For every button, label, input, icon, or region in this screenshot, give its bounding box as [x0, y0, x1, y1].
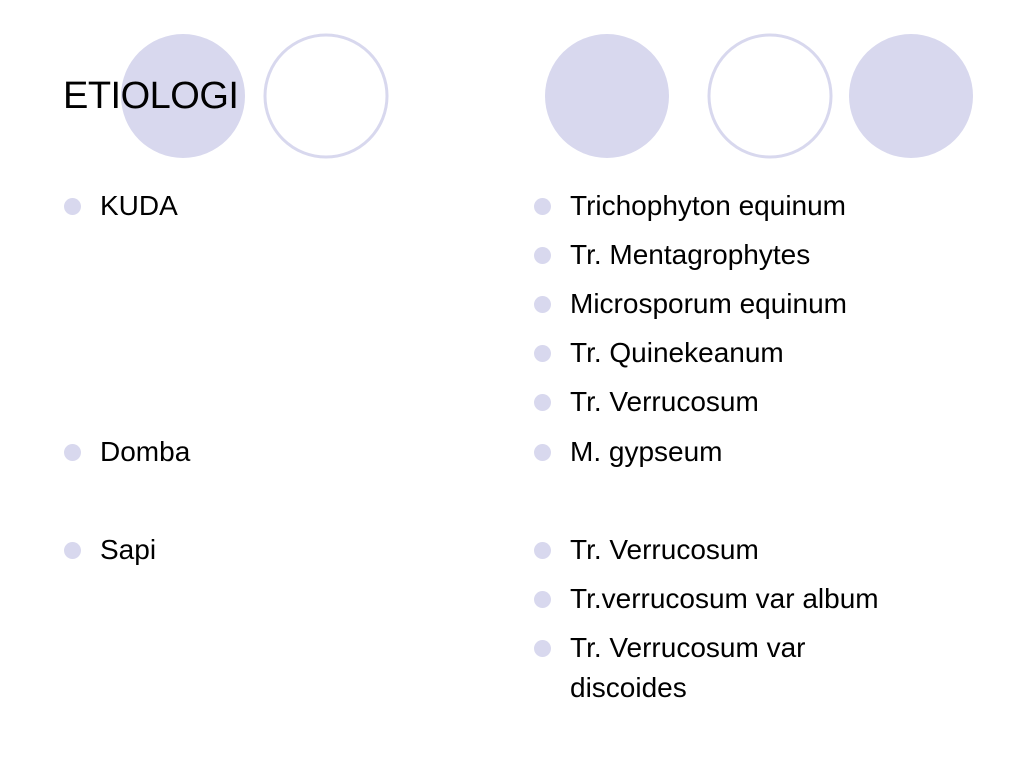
filled-circle-3 — [849, 34, 973, 158]
filled-circle-2 — [545, 34, 669, 158]
bullet-icon — [534, 591, 551, 608]
bullet-icon — [534, 444, 551, 461]
list-item-label: KUDA — [100, 190, 178, 221]
list-item-label: Tr.verrucosum var album — [570, 583, 879, 614]
list-item-label: Tr. Mentagrophytes — [570, 239, 811, 270]
bullet-icon — [534, 345, 551, 362]
slide-title: ETIOLOGI — [63, 75, 239, 117]
bullet-icon — [534, 198, 551, 215]
list-item-label: M. gypseum — [570, 436, 723, 467]
list-item-label: Tr. Verrucosum — [570, 386, 759, 417]
bullet-icon — [534, 394, 551, 411]
list-item-label: Trichophyton equinum — [570, 190, 847, 221]
list-item-label: Tr. Verrucosum var discoides — [570, 632, 806, 703]
list-item-label: Microsporum equinum — [570, 288, 847, 319]
outline-circle-2 — [709, 35, 831, 157]
outline-circle-1 — [265, 35, 387, 157]
bullet-icon — [534, 247, 551, 264]
bullet-icon — [534, 296, 551, 313]
bullet-icon — [64, 198, 81, 215]
list-item-label: Sapi — [100, 534, 157, 565]
bullet-icon — [534, 640, 551, 657]
list-item-label: Tr. Verrucosum — [570, 534, 759, 565]
bullet-icon — [64, 542, 81, 559]
list-item-label: Domba — [100, 436, 191, 467]
list-item-label: Tr. Quinekeanum — [570, 337, 784, 368]
bullet-icon — [534, 542, 551, 559]
bullet-icon — [64, 444, 81, 461]
